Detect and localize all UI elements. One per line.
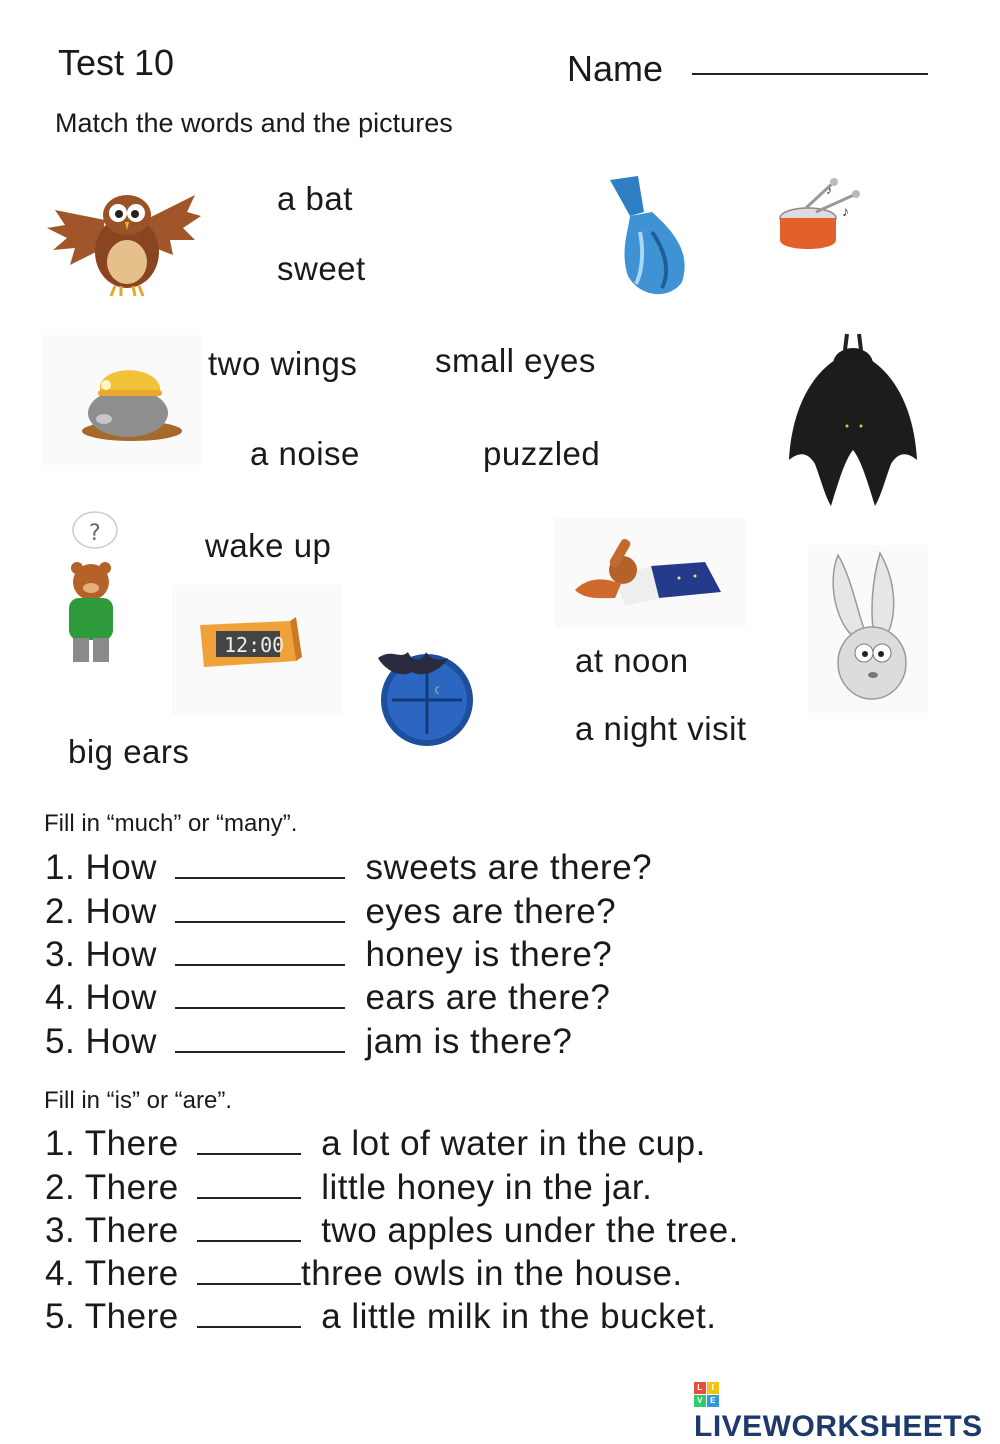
is-are-item [45,1211,739,1251]
answer-blank[interactable] [197,1151,301,1155]
item-rest: a little milk in the bucket. [321,1297,717,1336]
word-at-noon[interactable]: at noon [575,642,689,679]
matching-instruction: Match the words and the pictures [55,108,453,138]
item-lead: There [84,1124,179,1163]
word-a-bat[interactable]: a bat [277,180,353,217]
word-puzzled[interactable]: puzzled [483,435,601,472]
item-rest: a lot of water in the cup. [321,1124,706,1163]
mole-icon[interactable] [42,335,202,465]
svg-text:♪: ♪ [826,183,832,197]
item-rest: two apples under the tree. [321,1211,739,1250]
answer-blank[interactable] [197,1238,301,1242]
item-rest: three owls in the house. [300,1254,683,1293]
logo-text: LIVEWORKSHEETS [694,1410,983,1443]
test-title: Test 10 [58,42,175,83]
answer-blank[interactable] [175,919,345,923]
svg-text:♪: ♪ [842,203,849,219]
item-rest: sweets are there? [365,848,653,887]
svg-text:☾: ☾ [434,686,443,697]
item-rest: ears are there? [365,978,611,1017]
window-bat-icon[interactable] [372,638,482,750]
item-number: 5. [45,1022,76,1061]
answer-blank[interactable] [175,962,345,966]
item-lead: There [84,1297,179,1336]
word-big-ears[interactable]: big ears [68,733,190,770]
item-number: 4. [45,1254,76,1293]
word-sweet[interactable]: sweet [277,250,366,287]
is-are-item [45,1124,706,1164]
item-rest: eyes are there? [365,892,617,931]
item-rest: jam is there? [365,1022,573,1061]
word-a-noise[interactable]: a noise [250,435,360,472]
sleeping-bear-icon[interactable] [555,518,745,628]
name-label: Name [567,48,664,89]
item-lead: There [84,1168,179,1207]
answer-blank[interactable] [175,1005,345,1009]
word-wake-up[interactable]: wake up [205,527,332,564]
much-many-item [45,1022,572,1062]
answer-blank[interactable] [175,1049,345,1053]
much-many-item [45,848,652,888]
item-lead: How [85,848,157,887]
drum-icon[interactable] [776,176,870,256]
item-rest: honey is there? [365,935,613,974]
is-are-item [45,1168,652,1208]
word-a-night-visit[interactable]: a night visit [575,710,747,747]
candy-icon[interactable] [600,172,695,300]
answer-blank[interactable] [197,1195,301,1199]
svg-text:?: ? [89,521,101,546]
item-lead: There [84,1254,179,1293]
word-two-wings[interactable]: two wings [208,345,358,382]
answer-blank[interactable] [197,1324,301,1328]
much-many-item [45,978,610,1018]
owl-icon[interactable] [45,180,203,300]
liveworksheets-logo[interactable] [694,1376,1000,1444]
name-input-line[interactable] [692,73,928,75]
is-are-instruction: Fill in “is” or “are”. [44,1087,233,1114]
word-small-eyes[interactable]: small eyes [435,342,596,379]
item-number: 1. [45,848,76,887]
item-lead: How [85,1022,157,1061]
item-lead: How [85,892,157,931]
svg-text:12:00: 12:00 [224,633,285,657]
is-are-item [45,1254,683,1294]
much-many-item [45,935,612,975]
item-number: 4. [45,978,76,1017]
item-number: 1. [45,1124,76,1163]
answer-blank[interactable] [197,1281,301,1285]
item-number: 5. [45,1297,76,1336]
item-lead: There [84,1211,179,1250]
bat-icon[interactable] [785,330,920,510]
item-lead: How [85,978,157,1017]
item-number: 3. [45,935,76,974]
item-number: 3. [45,1211,76,1250]
item-number: 2. [45,1168,76,1207]
much-many-instruction: Fill in “much” or “many”. [44,810,298,837]
item-number: 2. [45,892,76,931]
logo-badge-icon: L I V E [694,1382,719,1407]
item-lead: How [85,935,157,974]
puzzled-bear-icon[interactable] [55,510,130,670]
answer-blank[interactable] [175,875,345,879]
item-rest: little honey in the jar. [321,1168,653,1207]
is-are-item [45,1297,716,1337]
rabbit-icon[interactable] [808,545,928,713]
alarm-clock-icon[interactable] [172,585,342,715]
much-many-item [45,892,616,932]
